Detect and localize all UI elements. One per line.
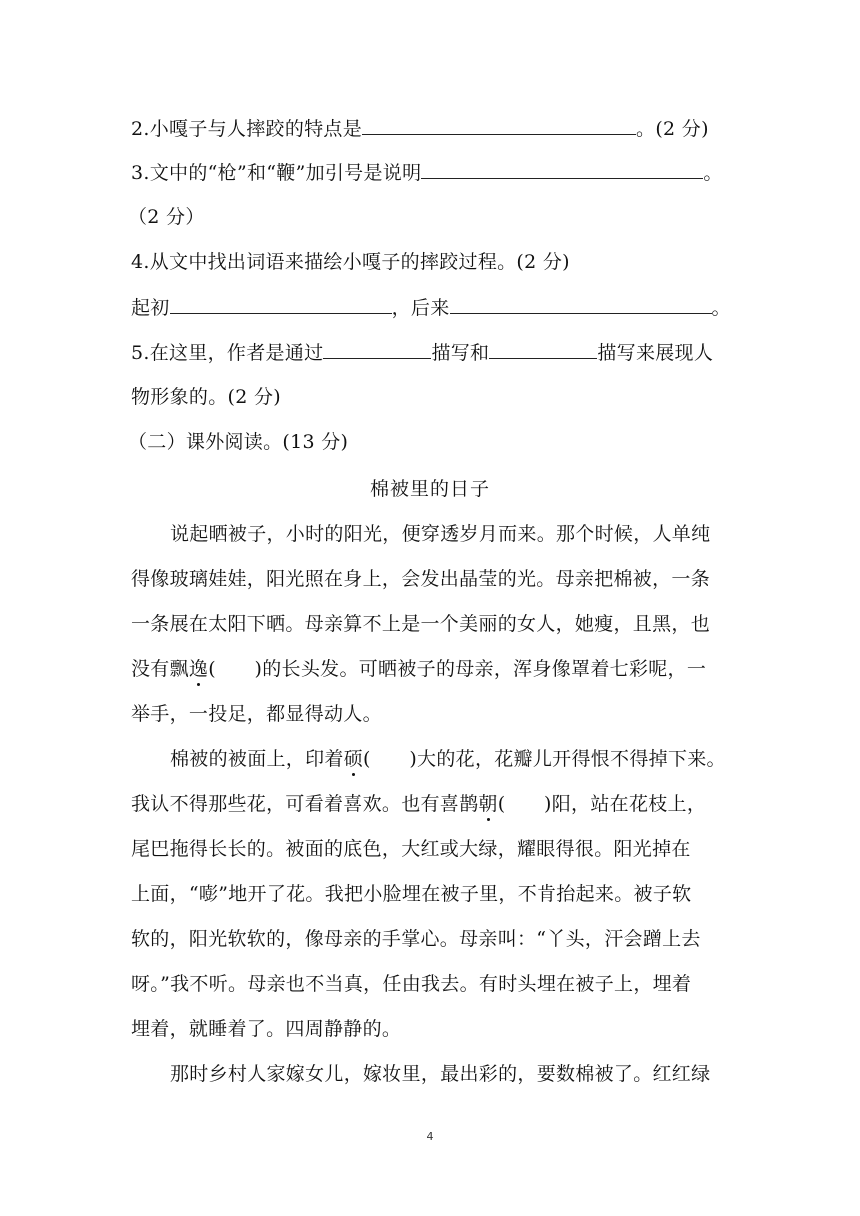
question-4-start-label: 起初	[131, 297, 170, 319]
passage-text-with-blank: ( )的长头发。可晒被子的母亲，浑身像罩着七彩呢，一	[208, 658, 707, 680]
passage-title: 棉被里的日子	[369, 478, 490, 500]
answer-blank-q2[interactable]	[362, 116, 636, 135]
emphasized-character: 逸	[188, 658, 209, 680]
question-5-end: 描写来展现人	[597, 342, 714, 364]
passage-p1-line1: 说起晒被子，小时的阳光，便穿透岁月而来。那个时候，人单纯	[170, 523, 711, 545]
section-heading: （二）课外阅读。(13 分)	[128, 431, 349, 453]
question-2-text: 2.小嘎子与人摔跤的特点是	[131, 118, 363, 140]
passage-p1-line5: 举手，一投足，都显得动人。	[131, 703, 382, 725]
question-4-answers	[131, 295, 731, 320]
passage-p1-line4	[131, 657, 706, 681]
passage-p2-line2	[131, 792, 706, 816]
answer-blank-q3[interactable]	[421, 160, 703, 179]
question-3	[131, 160, 723, 185]
question-3-score: （2 分）	[128, 206, 205, 228]
question-5-line2: 物形象的。(2 分)	[131, 386, 281, 408]
answer-blank-q4-start[interactable]	[170, 295, 392, 314]
passage-p2-line7: 埋着，就睡着了。四周静静的。	[131, 1018, 402, 1040]
question-5	[131, 340, 713, 365]
passage-text-with-blank: ( )大的花，花瓣儿开得恨不得掉下来。	[363, 748, 726, 770]
passage-text-with-blank: ( )阳，站在花枝上，	[497, 793, 707, 815]
question-2	[131, 116, 709, 141]
passage-p2-line5: 软的，阳光软软的，像母亲的手掌心。母亲叫：“丫头，汗会蹭上去	[131, 928, 701, 950]
question-5-mid: 描写和	[431, 342, 490, 364]
question-3-text: 3.文中的“枪”和“鞭”加引号是说明	[131, 162, 422, 184]
question-4-end: 。	[711, 297, 731, 319]
passage-p2-line6: 呀。”我不听。母亲也不当真，任由我去。有时头埋在被子上，埋着	[131, 973, 692, 995]
passage-p1-line3: 一条展在太阳下晒。母亲算不上是一个美丽的女人，她瘦，且黑，也	[131, 613, 711, 635]
answer-blank-q4-later[interactable]	[450, 295, 712, 314]
question-3-end: 。	[703, 162, 723, 184]
question-2-score: 。(2 分)	[636, 118, 709, 140]
question-4-text: 4.从文中找出词语来描绘小嘎子的摔跤过程。(2 分)	[131, 251, 570, 273]
emphasized-character: 硕	[343, 748, 364, 770]
emphasized-character: 朝	[478, 793, 498, 815]
question-4-mid-label: ，后来	[391, 297, 450, 319]
page-number: 4	[426, 1130, 434, 1143]
passage-p3-line1: 那时乡村人家嫁女儿，嫁妆里，最出彩的，要数棉被了。红红绿	[170, 1063, 711, 1085]
passage-text: 我认不得那些花，可看着喜欢。也有喜鹊	[131, 793, 479, 815]
passage-text: 棉被的被面上，印着	[170, 748, 344, 770]
question-5-text: 5.在这里，作者是通过	[131, 342, 324, 364]
passage-p2-line3: 尾巴拖得长长的。被面的底色，大红或大绿，耀眼得很。阳光掉在	[131, 838, 691, 860]
passage-p2-line4: 上面，“嘭”地开了花。我把小脸埋在被子里，不肯抬起来。被子软	[131, 883, 692, 905]
passage-text: 没有飘	[131, 658, 189, 680]
passage-p2-line1	[170, 747, 726, 771]
passage-p1-line2: 得像玻璃娃娃，阳光照在身上，会发出晶莹的光。母亲把棉被，一条	[131, 568, 711, 590]
answer-blank-q5-first[interactable]	[323, 340, 431, 359]
answer-blank-q5-second[interactable]	[489, 340, 597, 359]
